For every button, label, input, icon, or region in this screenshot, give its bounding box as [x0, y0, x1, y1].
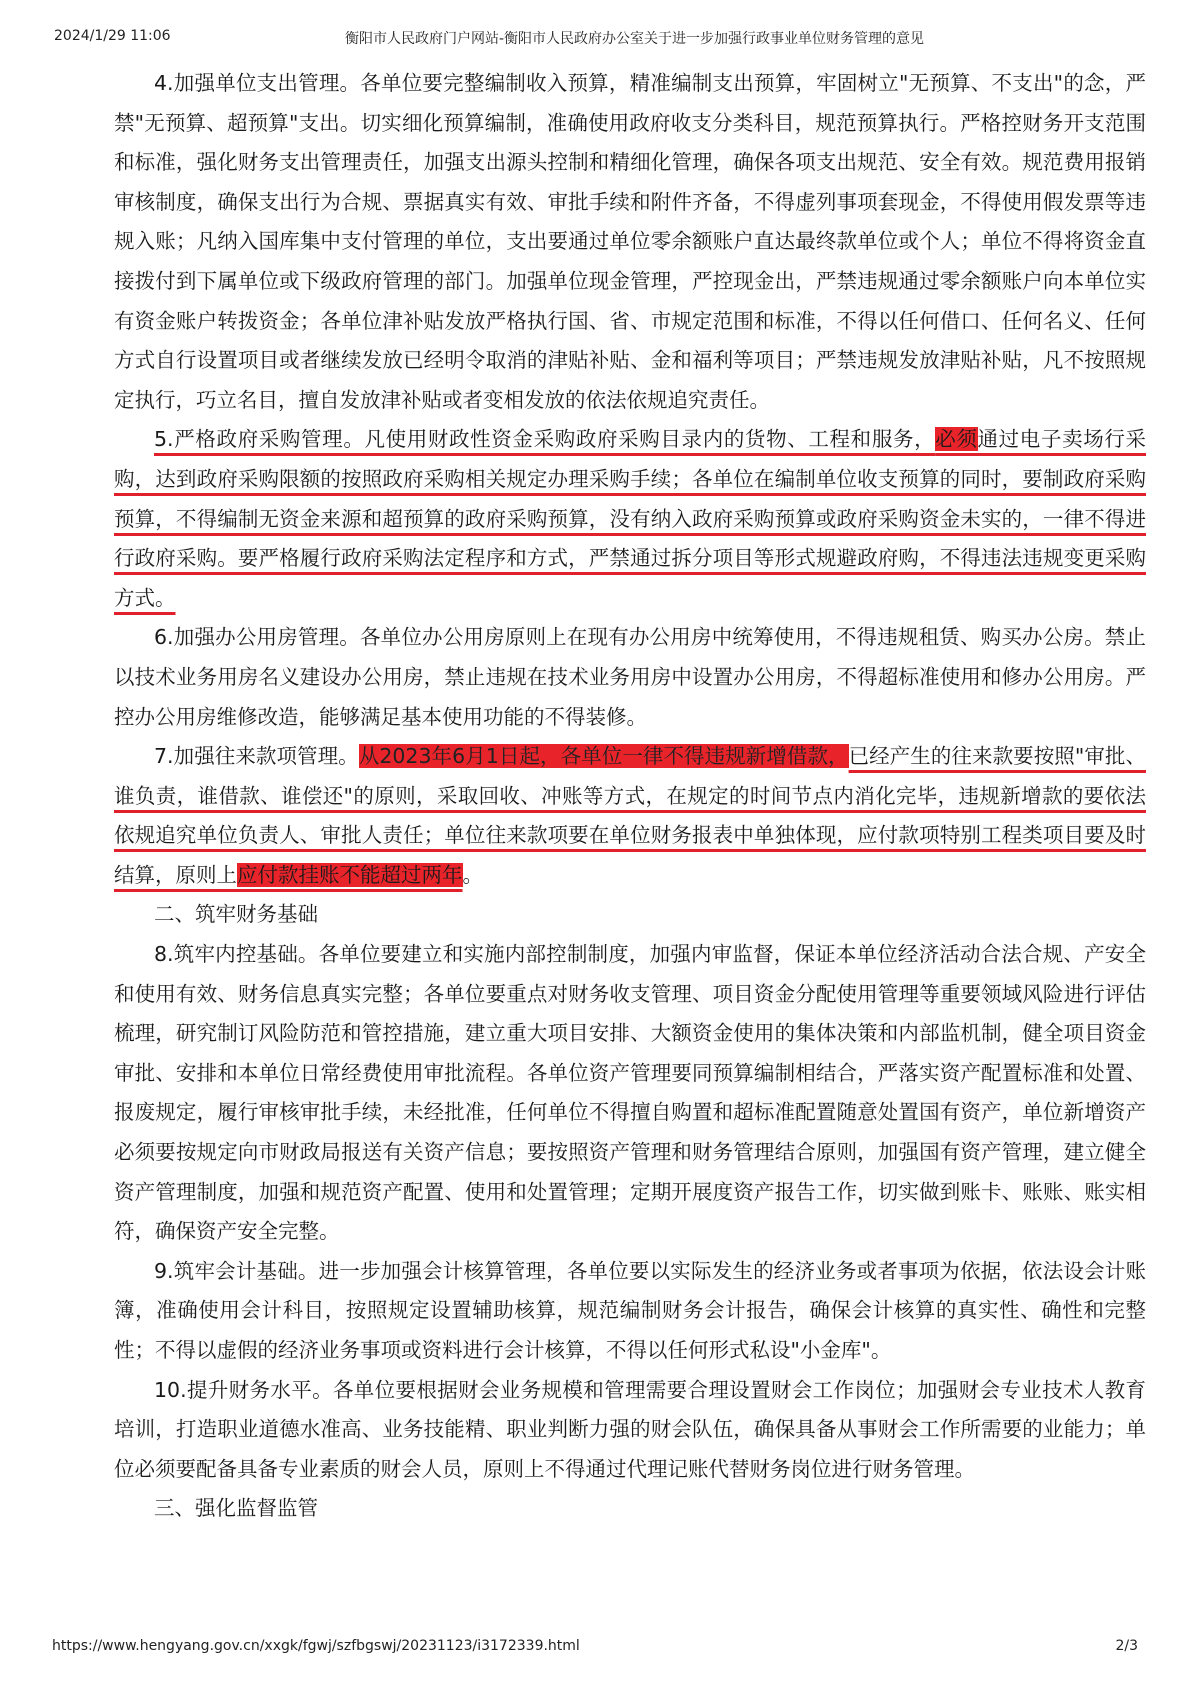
page-number: 2/3: [1115, 1638, 1138, 1654]
paragraph-10: 10.提升财务水平。各单位要根据财会业务规模和管理需要合理设置财会工作岗位；加强财会专业技术人教育培训，打造职业道德水准高、业务技能精、职业判断力强的财会队伍，确保具备从事财会工作所需要的业能力；单位必须要配备具备专业素质的财会人员，原则上不得通过代理记账代替财务岗位进行财务管理。: [114, 1377, 1146, 1481]
paragraph-9: 9.筑牢会计基础。进一步加强会计核算管理，各单位要以实际发生的经济业务或者事项为依据，依法设会计账簿，准确使用会计科目，按照规定设置辅助核算，规范编制财务会计报告，确保会计核算的真实性、确性和完整性；不得以虚假的经济业务事项或资料进行会计核算，不得以任何形式私设"小金库"。: [114, 1258, 1146, 1362]
highlighted-text: 必须: [935, 427, 978, 452]
section-heading-3: 三、强化监督监管: [154, 1496, 318, 1521]
underlined-text: 通过电子卖场行采购，达到政府采购限额的按照政府采购相关规定办理采购手续；各单位在编制单位收支预算的同时，要制政府采购预算，不得编制无资金来源和超预算的政府采购预算，没有纳入政府采购预算或政府采购资金未实的，一律不得进行政府采购。要严格履行政府采购法定程序和方式，严禁通过拆分项目等形式规避政府购，不得违法违规变更采购方式。: [114, 427, 1147, 610]
page-url: https://www.hengyang.gov.cn/xxgk/fgwj/szfbgswj/20231123/i3172339.html: [52, 1638, 580, 1654]
paragraph-text: 7.加强往来款项管理。: [154, 744, 359, 769]
print-date: 2024/1/29 11:06: [54, 28, 171, 44]
paragraph-text: 。: [462, 862, 483, 887]
underlined-text: 5.严格政府采购管理。凡使用财政性资金采购政府采购目录内的货物、工程和服务，: [154, 427, 936, 452]
paragraph-6: 6.加强办公用房管理。各单位办公用房原则上在现有办公用房中统筹使用，不得违规租赁、购买办公房。禁止以技术业务用房名义建设办公用房，禁止违规在技术业务用房中设置办公用房，不得超标准使用和修办公用房。严控办公用房维修改造，能够满足基本使用功能的不得装修。: [114, 625, 1146, 729]
paragraph-4: 4.加强单位支出管理。各单位要完整编制收入预算，精准编制支出预算，牢固树立"无预算、不支出"的念，严禁"无预算、超预算"支出。切实细化预算编制，准确使用政府收支分类科目，规范预算执行。严格控财务开支范围和标准，强化财务支出管理责任，加强支出源头控制和精细化管理，确保各项支出规范、安全有效。规范费用报销审核制度，确保支出行为合规、票据真实有效、审批手续和附件齐备，不得虚列事项套现金，不得使用假发票等违规入账；凡纳入国库集中支付管理的单位，支出要通过单位零余额账户直达最终款单位或个人；单位不得将资金直接拨付到下属单位或下级政府管理的部门。加强单位现金管理，严控现金出，严禁违规通过零余额账户向本单位实有资金账户转拨资金；各单位津补贴发放严格执行国、省、市规定范围和标准，不得以任何借口、任何名义、任何方式自行设置项目或者继续发放已经明令取消的津贴补贴、金和福利等项目；严禁违规发放津贴补贴，凡不按照规定执行，巧立名目，擅自发放津补贴或者变相发放的依法依规追究责任。: [114, 71, 1146, 412]
paragraph-7: [114, 737, 1146, 895]
page-title: 衡阳市人民政府门户网站-衡阳市人民政府办公室关于进一步加强行政事业单位财务管理的意见: [345, 31, 925, 47]
underlined-text: 已经产生的往来款要按照"审批、谁负责，谁借款、谁偿还"的原则，采取回收、冲账等方式，在规定的时间节点内消化完毕，违规新增款的要依法依规追究单位负责人、审批人责任；单位往来款项要在单位财务报表中单独体现，应付款项特别工程类项目要及时结算，原则上: [114, 744, 1146, 887]
paragraph-8: 8.筑牢内控基础。各单位要建立和实施内部控制制度，加强内审监督，保证本单位经济活动合法合规、产安全和使用有效、财务信息真实完整；各单位要重点对财务收支管理、项目资金分配使用管理等重要领域风险进行评估梳理，研究制订风险防范和管控措施，建立重大项目安排、大额资金使用的集体决策和内部监机制，健全项目资金审批、安排和本单位日常经费使用审批流程。各单位资产管理要同预算编制相结合，严落实资产配置标准和处置、报废规定，履行审核审批手续，未经批准，任何单位不得擅自购置和超标准配置随意处置国有资产，单位新增资产必须要按规定向市财政局报送有关资产信息；要按照资产管理和财务管理结合原则，加强国有资产管理，建立健全资产管理制度，加强和规范资产配置、使用和处置管理；定期开展度资产报告工作，切实做到账卡、账账、账实相符，确保资产安全完整。: [114, 942, 1146, 1244]
highlighted-text: 应付款挂账不能超过两年: [237, 862, 463, 887]
paragraph-5: [114, 420, 1146, 618]
document-body: [114, 64, 1146, 1529]
highlighted-text: 从2023年6月1日起，各单位一律不得违规新增借款，: [358, 744, 849, 769]
section-heading-2: 二、筑牢财务基础: [154, 902, 318, 927]
